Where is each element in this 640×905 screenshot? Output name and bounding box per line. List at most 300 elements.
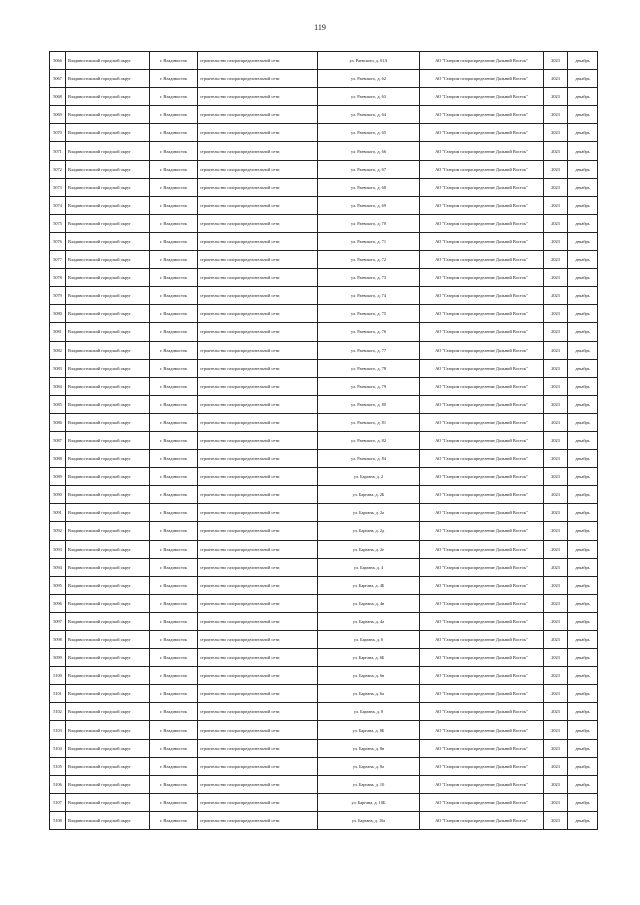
organization-cell: АО "Газпром газораспределение Дальний Восток": [420, 341, 544, 359]
table-row: [50, 486, 598, 504]
table-row: [50, 540, 598, 558]
registry-table: [49, 51, 598, 830]
organization-cell: АО "Газпром газораспределение Дальний Восток": [420, 649, 544, 667]
table-row: [50, 196, 598, 214]
work-type-cell: строительство газораспределительной сети: [198, 504, 318, 522]
year-cell: 2023: [544, 631, 568, 649]
table-row: [50, 739, 598, 757]
address-cell: ул. Баргана, д. 10: [318, 775, 420, 793]
month-cell: декабрь: [568, 757, 598, 775]
month-cell: декабрь: [568, 649, 598, 667]
city-cell: г. Владивосток: [150, 232, 198, 250]
year-cell: 2023: [544, 739, 568, 757]
year-cell: 2023: [544, 431, 568, 449]
row-number-cell: 5098: [50, 631, 66, 649]
row-number-cell: 5083: [50, 359, 66, 377]
work-type-cell: строительство газораспределительной сети: [198, 323, 318, 341]
district-cell: Владивостокский городской округ: [66, 178, 150, 196]
work-type-cell: строительство газораспределительной сети: [198, 232, 318, 250]
address-cell: ул. Баргана, д. 2Б: [318, 486, 420, 504]
organization-cell: АО "Газпром газораспределение Дальний Восток": [420, 486, 544, 504]
organization-cell: АО "Газпром газораспределение Дальний Восток": [420, 106, 544, 124]
month-cell: декабрь: [568, 269, 598, 287]
district-cell: Владивостокский городской округ: [66, 612, 150, 630]
month-cell: декабрь: [568, 486, 598, 504]
year-cell: 2023: [544, 522, 568, 540]
year-cell: 2023: [544, 504, 568, 522]
table-row: [50, 70, 598, 88]
district-cell: Владивостокский городской округ: [66, 106, 150, 124]
row-number-cell: 5095: [50, 576, 66, 594]
month-cell: декабрь: [568, 341, 598, 359]
month-cell: декабрь: [568, 359, 598, 377]
address-cell: ул. Раевского, д. 61А: [318, 52, 420, 70]
address-cell: ул. Баргана, д. 8Б: [318, 721, 420, 739]
district-cell: Владивостокский городской округ: [66, 269, 150, 287]
table-row: [50, 287, 598, 305]
month-cell: декабрь: [568, 522, 598, 540]
city-cell: г. Владивосток: [150, 631, 198, 649]
month-cell: декабрь: [568, 160, 598, 178]
organization-cell: АО "Газпром газораспределение Дальний Восток": [420, 305, 544, 323]
work-type-cell: строительство газораспределительной сети: [198, 106, 318, 124]
work-type-cell: строительство газораспределительной сети: [198, 793, 318, 811]
year-cell: 2023: [544, 594, 568, 612]
address-cell: ул. Раевского, д. 76: [318, 323, 420, 341]
year-cell: 2023: [544, 413, 568, 431]
month-cell: декабрь: [568, 251, 598, 269]
organization-cell: АО "Газпром газораспределение Дальний Восток": [420, 52, 544, 70]
row-number-cell: 5082: [50, 341, 66, 359]
row-number-cell: 5091: [50, 504, 66, 522]
organization-cell: АО "Газпром газораспределение Дальний Восток": [420, 703, 544, 721]
month-cell: декабрь: [568, 450, 598, 468]
month-cell: декабрь: [568, 52, 598, 70]
row-number-cell: 5100: [50, 667, 66, 685]
year-cell: 2023: [544, 486, 568, 504]
year-cell: 2023: [544, 269, 568, 287]
table-row: [50, 721, 598, 739]
organization-cell: АО "Газпром газораспределение Дальний Восток": [420, 576, 544, 594]
month-cell: декабрь: [568, 793, 598, 811]
month-cell: декабрь: [568, 377, 598, 395]
address-cell: ул. Раевского, д. 82: [318, 431, 420, 449]
organization-cell: АО "Газпром газораспределение Дальний Восток": [420, 413, 544, 431]
organization-cell: АО "Газпром газораспределение Дальний Восток": [420, 70, 544, 88]
year-cell: 2023: [544, 160, 568, 178]
district-cell: Владивостокский городской округ: [66, 52, 150, 70]
work-type-cell: строительство газораспределительной сети: [198, 522, 318, 540]
work-type-cell: строительство газораспределительной сети: [198, 811, 318, 829]
table-row: [50, 305, 598, 323]
address-cell: ул. Раевского, д. 84: [318, 450, 420, 468]
district-cell: Владивостокский городской округ: [66, 359, 150, 377]
month-cell: декабрь: [568, 612, 598, 630]
work-type-cell: строительство газораспределительной сети: [198, 359, 318, 377]
address-cell: ул. Баргана, д. 8: [318, 703, 420, 721]
address-cell: ул. Баргана, д. 10Б: [318, 793, 420, 811]
work-type-cell: строительство газораспределительной сети: [198, 594, 318, 612]
row-number-cell: 5103: [50, 721, 66, 739]
organization-cell: АО "Газпром газораспределение Дальний Восток": [420, 88, 544, 106]
work-type-cell: строительство газораспределительной сети: [198, 196, 318, 214]
row-number-cell: 5094: [50, 558, 66, 576]
table-row: [50, 450, 598, 468]
month-cell: декабрь: [568, 631, 598, 649]
organization-cell: АО "Газпром газораспределение Дальний Восток": [420, 631, 544, 649]
city-cell: г. Владивосток: [150, 450, 198, 468]
address-cell: ул. Раевского, д. 66: [318, 142, 420, 160]
table-row: [50, 413, 598, 431]
month-cell: декабрь: [568, 196, 598, 214]
row-number-cell: 5096: [50, 594, 66, 612]
address-cell: ул. Баргана, д. 8а: [318, 757, 420, 775]
work-type-cell: строительство газораспределительной сети: [198, 52, 318, 70]
district-cell: Владивостокский городской округ: [66, 305, 150, 323]
table-row: [50, 178, 598, 196]
year-cell: 2023: [544, 124, 568, 142]
work-type-cell: строительство газораспределительной сети: [198, 341, 318, 359]
work-type-cell: строительство газораспределительной сети: [198, 649, 318, 667]
district-cell: Владивостокский городской округ: [66, 649, 150, 667]
row-number-cell: 5072: [50, 160, 66, 178]
row-number-cell: 5080: [50, 305, 66, 323]
work-type-cell: строительство газораспределительной сети: [198, 431, 318, 449]
organization-cell: АО "Газпром газораспределение Дальний Восток": [420, 811, 544, 829]
year-cell: 2023: [544, 377, 568, 395]
city-cell: г. Владивосток: [150, 757, 198, 775]
work-type-cell: строительство газораспределительной сети: [198, 576, 318, 594]
row-number-cell: 5092: [50, 522, 66, 540]
address-cell: ул. Баргана, д. 2д: [318, 522, 420, 540]
city-cell: г. Владивосток: [150, 594, 198, 612]
organization-cell: АО "Газпром газораспределение Дальний Восток": [420, 522, 544, 540]
organization-cell: АО "Газпром газораспределение Дальний Восток": [420, 594, 544, 612]
organization-cell: АО "Газпром газораспределение Дальний Восток": [420, 775, 544, 793]
work-type-cell: строительство газораспределительной сети: [198, 468, 318, 486]
month-cell: декабрь: [568, 413, 598, 431]
year-cell: 2023: [544, 576, 568, 594]
year-cell: 2023: [544, 703, 568, 721]
table-row: [50, 649, 598, 667]
district-cell: Владивостокский городской округ: [66, 811, 150, 829]
row-number-cell: 5104: [50, 739, 66, 757]
city-cell: г. Владивосток: [150, 468, 198, 486]
work-type-cell: строительство газораспределительной сети: [198, 486, 318, 504]
organization-cell: АО "Газпром газораспределение Дальний Восток": [420, 757, 544, 775]
organization-cell: АО "Газпром газораспределение Дальний Восток": [420, 377, 544, 395]
month-cell: декабрь: [568, 504, 598, 522]
month-cell: декабрь: [568, 395, 598, 413]
month-cell: декабрь: [568, 775, 598, 793]
address-cell: ул. Баргана, д. 4: [318, 558, 420, 576]
organization-cell: АО "Газпром газораспределение Дальний Восток": [420, 142, 544, 160]
district-cell: Владивостокский городской округ: [66, 594, 150, 612]
month-cell: декабрь: [568, 576, 598, 594]
table-row: [50, 359, 598, 377]
registry-body: [50, 52, 598, 830]
organization-cell: АО "Газпром газораспределение Дальний Восток": [420, 359, 544, 377]
table-row: [50, 232, 598, 250]
work-type-cell: строительство газораспределительной сети: [198, 631, 318, 649]
district-cell: Владивостокский городской округ: [66, 558, 150, 576]
table-row: [50, 703, 598, 721]
year-cell: 2023: [544, 196, 568, 214]
address-cell: ул. Баргана, д. 6Б: [318, 649, 420, 667]
month-cell: декабрь: [568, 468, 598, 486]
address-cell: ул. Раевского, д. 68: [318, 178, 420, 196]
month-cell: декабрь: [568, 685, 598, 703]
address-cell: ул. Раевского, д. 62: [318, 70, 420, 88]
city-cell: г. Владивосток: [150, 486, 198, 504]
work-type-cell: строительство газораспределительной сети: [198, 395, 318, 413]
month-cell: декабрь: [568, 305, 598, 323]
month-cell: декабрь: [568, 142, 598, 160]
address-cell: ул. Раевского, д. 80: [318, 395, 420, 413]
city-cell: г. Владивосток: [150, 142, 198, 160]
table-row: [50, 88, 598, 106]
work-type-cell: строительство газораспределительной сети: [198, 612, 318, 630]
row-number-cell: 5107: [50, 793, 66, 811]
month-cell: декабрь: [568, 721, 598, 739]
city-cell: г. Владивосток: [150, 775, 198, 793]
row-number-cell: 5073: [50, 178, 66, 196]
district-cell: Владивостокский городской округ: [66, 395, 150, 413]
work-type-cell: строительство газораспределительной сети: [198, 287, 318, 305]
city-cell: г. Владивосток: [150, 214, 198, 232]
district-cell: Владивостокский городской округ: [66, 431, 150, 449]
month-cell: декабрь: [568, 287, 598, 305]
year-cell: 2023: [544, 395, 568, 413]
city-cell: г. Владивосток: [150, 667, 198, 685]
district-cell: Владивостокский городской округ: [66, 685, 150, 703]
work-type-cell: строительство газораспределительной сети: [198, 540, 318, 558]
organization-cell: АО "Газпром газораспределение Дальний Восток": [420, 232, 544, 250]
address-cell: ул. Раевского, д. 63: [318, 88, 420, 106]
table-row: [50, 685, 598, 703]
work-type-cell: строительство газораспределительной сети: [198, 124, 318, 142]
district-cell: Владивостокский городской округ: [66, 232, 150, 250]
table-row: [50, 377, 598, 395]
address-cell: ул. Раевского, д. 77: [318, 341, 420, 359]
year-cell: 2023: [544, 142, 568, 160]
year-cell: 2023: [544, 178, 568, 196]
address-cell: ул. Раевского, д. 79: [318, 377, 420, 395]
city-cell: г. Владивосток: [150, 251, 198, 269]
work-type-cell: строительство газораспределительной сети: [198, 775, 318, 793]
city-cell: г. Владивосток: [150, 70, 198, 88]
organization-cell: АО "Газпром газораспределение Дальний Восток": [420, 323, 544, 341]
work-type-cell: строительство газораспределительной сети: [198, 251, 318, 269]
work-type-cell: строительство газораспределительной сети: [198, 88, 318, 106]
work-type-cell: строительство газораспределительной сети: [198, 377, 318, 395]
organization-cell: АО "Газпром газораспределение Дальний Восток": [420, 160, 544, 178]
address-cell: ул. Баргана, д. 6: [318, 631, 420, 649]
work-type-cell: строительство газораспределительной сети: [198, 142, 318, 160]
work-type-cell: строительство газораспределительной сети: [198, 685, 318, 703]
month-cell: декабрь: [568, 106, 598, 124]
row-number-cell: 5088: [50, 450, 66, 468]
month-cell: декабрь: [568, 667, 598, 685]
row-number-cell: 5067: [50, 70, 66, 88]
year-cell: 2023: [544, 341, 568, 359]
city-cell: г. Владивосток: [150, 287, 198, 305]
district-cell: Владивостокский городской округ: [66, 522, 150, 540]
month-cell: декабрь: [568, 323, 598, 341]
table-row: [50, 667, 598, 685]
table-row: [50, 323, 598, 341]
organization-cell: АО "Газпром газораспределение Дальний Восток": [420, 124, 544, 142]
district-cell: Владивостокский городской округ: [66, 540, 150, 558]
address-cell: ул. Баргана, д. 10а: [318, 811, 420, 829]
work-type-cell: строительство газораспределительной сети: [198, 739, 318, 757]
city-cell: г. Владивосток: [150, 359, 198, 377]
row-number-cell: 5101: [50, 685, 66, 703]
table-row: [50, 142, 598, 160]
year-cell: 2023: [544, 811, 568, 829]
address-cell: ул. Раевского, д. 67: [318, 160, 420, 178]
month-cell: декабрь: [568, 558, 598, 576]
year-cell: 2023: [544, 612, 568, 630]
table-row: [50, 251, 598, 269]
district-cell: Владивостокский городской округ: [66, 88, 150, 106]
row-number-cell: 5087: [50, 431, 66, 449]
table-row: [50, 612, 598, 630]
district-cell: Владивостокский городской округ: [66, 377, 150, 395]
table-row: [50, 522, 598, 540]
organization-cell: АО "Газпром газораспределение Дальний Восток": [420, 540, 544, 558]
organization-cell: АО "Газпром газораспределение Дальний Восток": [420, 431, 544, 449]
city-cell: г. Владивосток: [150, 576, 198, 594]
work-type-cell: строительство газораспределительной сети: [198, 721, 318, 739]
district-cell: Владивостокский городской округ: [66, 721, 150, 739]
row-number-cell: 5075: [50, 214, 66, 232]
address-cell: ул. Баргана, д. 2е: [318, 540, 420, 558]
year-cell: 2023: [544, 70, 568, 88]
month-cell: декабрь: [568, 178, 598, 196]
table-row: [50, 775, 598, 793]
district-cell: Владивостокский городской округ: [66, 757, 150, 775]
row-number-cell: 5097: [50, 612, 66, 630]
city-cell: г. Владивосток: [150, 178, 198, 196]
year-cell: 2023: [544, 359, 568, 377]
table-row: [50, 341, 598, 359]
work-type-cell: строительство газораспределительной сети: [198, 413, 318, 431]
month-cell: декабрь: [568, 124, 598, 142]
organization-cell: АО "Газпром газораспределение Дальний Восток": [420, 685, 544, 703]
row-number-cell: 5102: [50, 703, 66, 721]
row-number-cell: 5079: [50, 287, 66, 305]
organization-cell: АО "Газпром газораспределение Дальний Восток": [420, 558, 544, 576]
city-cell: г. Владивосток: [150, 811, 198, 829]
organization-cell: АО "Газпром газораспределение Дальний Восток": [420, 450, 544, 468]
district-cell: Владивостокский городской округ: [66, 70, 150, 88]
table-row: [50, 793, 598, 811]
address-cell: ул. Баргана, д. 6а: [318, 685, 420, 703]
table-row: [50, 431, 598, 449]
table-row: [50, 594, 598, 612]
row-number-cell: 5066: [50, 52, 66, 70]
table-row: [50, 576, 598, 594]
year-cell: 2023: [544, 649, 568, 667]
city-cell: г. Владивосток: [150, 703, 198, 721]
year-cell: 2023: [544, 52, 568, 70]
year-cell: 2023: [544, 450, 568, 468]
year-cell: 2023: [544, 232, 568, 250]
city-cell: г. Владивосток: [150, 124, 198, 142]
district-cell: Владивостокский городской округ: [66, 160, 150, 178]
district-cell: Владивостокский городской округ: [66, 214, 150, 232]
district-cell: Владивостокский городской округ: [66, 576, 150, 594]
city-cell: г. Владивосток: [150, 52, 198, 70]
city-cell: г. Владивосток: [150, 377, 198, 395]
year-cell: 2023: [544, 287, 568, 305]
work-type-cell: строительство газораспределительной сети: [198, 160, 318, 178]
city-cell: г. Владивосток: [150, 305, 198, 323]
work-type-cell: строительство газораспределительной сети: [198, 70, 318, 88]
organization-cell: АО "Газпром газораспределение Дальний Восток": [420, 269, 544, 287]
organization-cell: АО "Газпром газораспределение Дальний Восток": [420, 504, 544, 522]
city-cell: г. Владивосток: [150, 323, 198, 341]
district-cell: Владивостокский городской округ: [66, 287, 150, 305]
table-row: [50, 214, 598, 232]
address-cell: ул. Раевского, д. 64: [318, 106, 420, 124]
city-cell: г. Владивосток: [150, 395, 198, 413]
year-cell: 2023: [544, 106, 568, 124]
city-cell: г. Владивосток: [150, 540, 198, 558]
district-cell: Владивостокский городской округ: [66, 468, 150, 486]
table-row: [50, 811, 598, 829]
year-cell: 2023: [544, 775, 568, 793]
year-cell: 2023: [544, 540, 568, 558]
row-number-cell: 5068: [50, 88, 66, 106]
city-cell: г. Владивосток: [150, 413, 198, 431]
row-number-cell: 5106: [50, 775, 66, 793]
city-cell: г. Владивосток: [150, 612, 198, 630]
city-cell: г. Владивосток: [150, 431, 198, 449]
row-number-cell: 5090: [50, 486, 66, 504]
row-number-cell: 5071: [50, 142, 66, 160]
address-cell: ул. Раевского, д. 69: [318, 196, 420, 214]
address-cell: ул. Раевского, д. 72: [318, 251, 420, 269]
district-cell: Владивостокский городской округ: [66, 142, 150, 160]
address-cell: ул. Баргана, д. 8в: [318, 739, 420, 757]
work-type-cell: строительство газораспределительной сети: [198, 305, 318, 323]
row-number-cell: 5081: [50, 323, 66, 341]
row-number-cell: 5074: [50, 196, 66, 214]
city-cell: г. Владивосток: [150, 88, 198, 106]
city-cell: г. Владивосток: [150, 196, 198, 214]
table-row: [50, 395, 598, 413]
organization-cell: АО "Газпром газораспределение Дальний Восток": [420, 178, 544, 196]
work-type-cell: строительство газораспределительной сети: [198, 703, 318, 721]
table-row: [50, 160, 598, 178]
city-cell: г. Владивосток: [150, 793, 198, 811]
work-type-cell: строительство газораспределительной сети: [198, 667, 318, 685]
table-row: [50, 106, 598, 124]
address-cell: ул. Баргана, д. 2а: [318, 504, 420, 522]
year-cell: 2023: [544, 667, 568, 685]
row-number-cell: 5076: [50, 232, 66, 250]
address-cell: ул. Баргана, д. 4а: [318, 612, 420, 630]
month-cell: декабрь: [568, 431, 598, 449]
city-cell: г. Владивосток: [150, 160, 198, 178]
district-cell: Владивостокский городской округ: [66, 703, 150, 721]
organization-cell: АО "Газпром газораспределение Дальний Восток": [420, 721, 544, 739]
work-type-cell: строительство газораспределительной сети: [198, 269, 318, 287]
address-cell: ул. Раевского, д. 73: [318, 269, 420, 287]
work-type-cell: строительство газораспределительной сети: [198, 178, 318, 196]
